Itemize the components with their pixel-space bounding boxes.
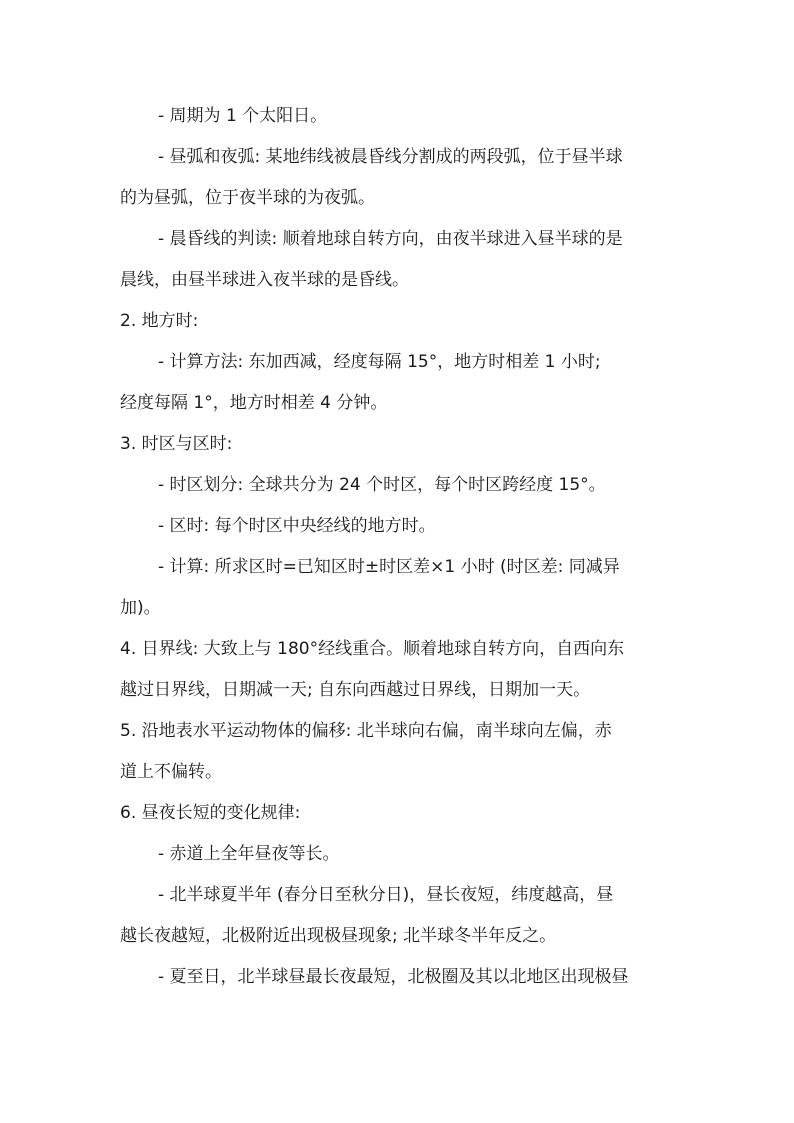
list-item-terminator-reading: - 晨昏线的判读: 顺着地球自转方向，由夜半球进入昼半球的是 bbox=[158, 229, 623, 249]
document-body bbox=[120, 96, 676, 998]
list-item-terminator-reading-continued: 晨线，由昼半球进入夜半球的是昏线。 bbox=[120, 270, 409, 290]
list-item-day-night-arc: - 昼弧和夜弧: 某地纬线被晨昏线分割成的两段弧，位于昼半球 bbox=[158, 147, 623, 167]
section-heading-local-time: 2. 地方时: bbox=[120, 311, 199, 331]
list-item-zone-time-calculation: - 计算: 所求区时=已知区时±时区差×1 小时 (时区差: 同减异 bbox=[158, 557, 620, 577]
section-heading-time-zones: 3. 时区与区时: bbox=[120, 434, 233, 454]
section-text-date-line-continued: 越过日界线，日期减一天; 自东向西越过日界线，日期加一天。 bbox=[120, 680, 591, 700]
section-heading-deflection: 5. 沿地表水平运动物体的偏移: 北半球向右偏，南半球向左偏，赤 bbox=[120, 721, 612, 741]
list-item-solar-day-period: - 周期为 1 个太阳日。 bbox=[158, 106, 328, 126]
list-item-zone-time-calculation-continued: 加)。 bbox=[120, 598, 161, 618]
list-item-day-night-arc-continued: 的为昼弧，位于夜半球的为夜弧。 bbox=[120, 188, 375, 208]
list-item-local-time-calculation: - 计算方法: 东加西减，经度每隔 15°，地方时相差 1 小时; bbox=[158, 352, 601, 372]
list-item-local-time-calculation-continued: 经度每隔 1°，地方时相差 4 分钟。 bbox=[120, 393, 388, 413]
section-text-deflection-continued: 道上不偏转。 bbox=[120, 762, 222, 782]
list-item-equator-equal-day-night: - 赤道上全年昼夜等长。 bbox=[158, 844, 340, 864]
list-item-northern-summer-half-year: - 北半球夏半年 (春分日至秋分日)，昼长夜短，纬度越高，昼 bbox=[158, 885, 614, 905]
list-item-summer-solstice: - 夏至日，北半球昼最长夜最短，北极圈及其以北地区出现极昼 bbox=[158, 967, 629, 987]
list-item-northern-summer-half-year-continued: 越长夜越短，北极附近出现极昼现象; 北半球冬半年反之。 bbox=[120, 926, 557, 946]
list-item-zone-time-definition: - 区时: 每个时区中央经线的地方时。 bbox=[158, 516, 436, 536]
section-heading-day-length: 6. 昼夜长短的变化规律: bbox=[120, 803, 301, 823]
list-item-time-zone-division: - 时区划分: 全球共分为 24 个时区，每个时区跨经度 15°。 bbox=[158, 475, 606, 495]
section-heading-date-line: 4. 日界线: 大致上与 180°经线重合。顺着地球自转方向，自西向东 bbox=[120, 639, 625, 659]
